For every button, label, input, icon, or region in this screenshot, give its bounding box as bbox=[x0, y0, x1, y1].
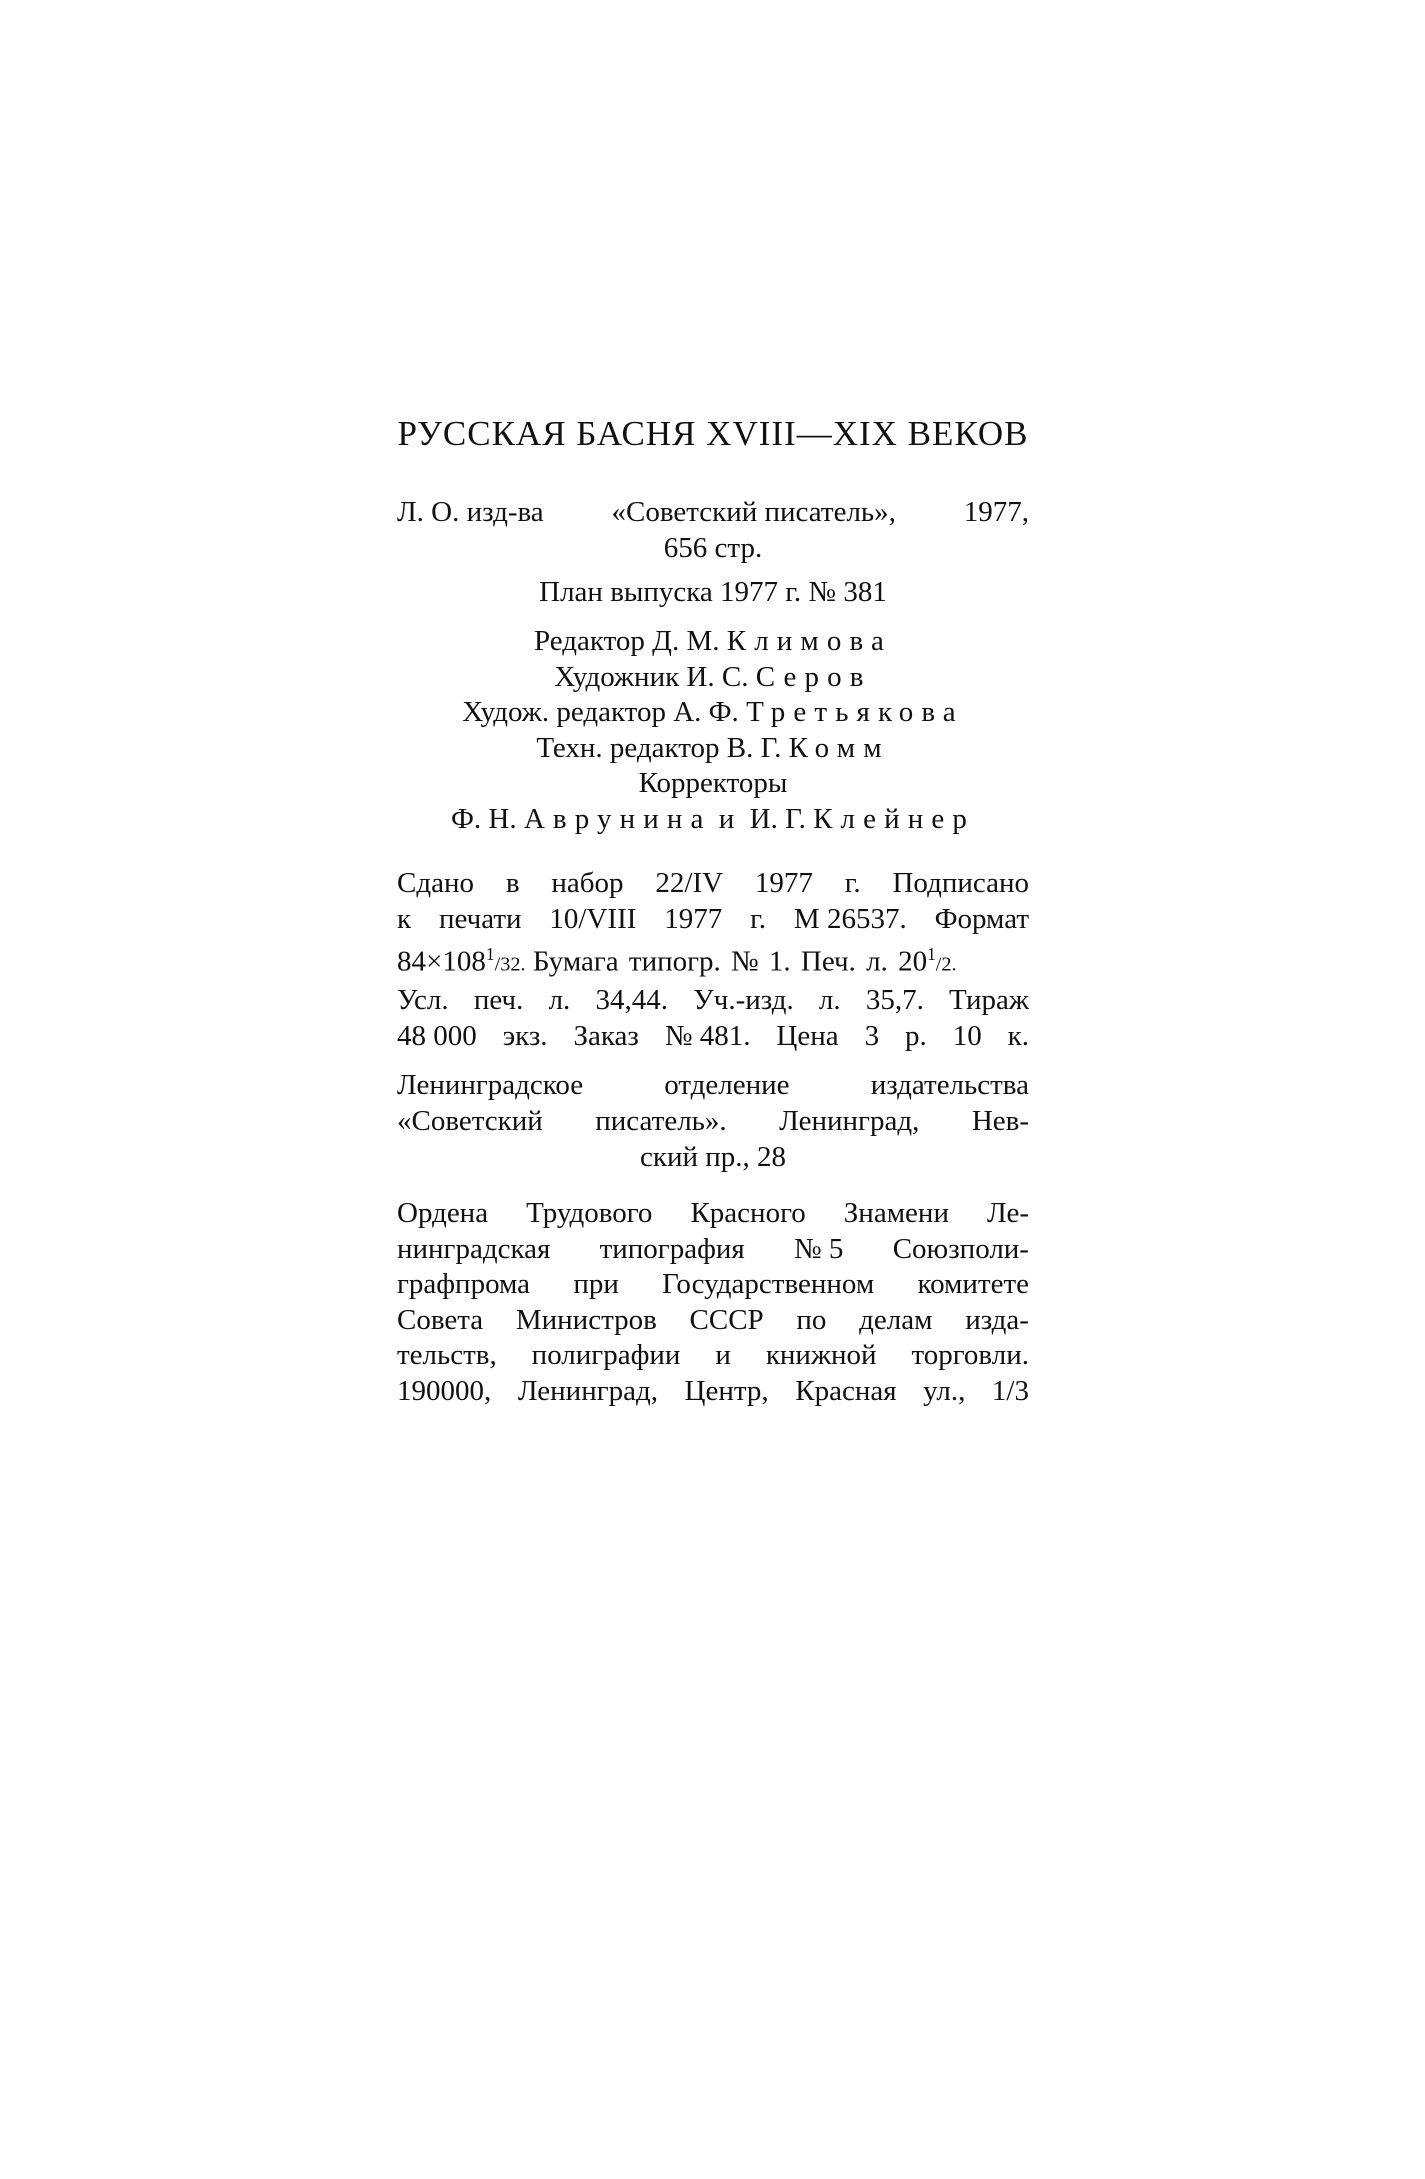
book-title: РУССКАЯ БАСНЯ XVIII—XIX ВЕКОВ bbox=[397, 414, 1029, 453]
word: комитете bbox=[917, 1268, 1029, 1300]
print-info-line bbox=[397, 866, 1029, 902]
word: Цена bbox=[776, 1019, 839, 1052]
word: Министров bbox=[515, 1303, 657, 1336]
word: М 26537. bbox=[793, 902, 907, 935]
word: Трудового bbox=[526, 1197, 653, 1229]
proofreader-initials: И. Г. bbox=[749, 802, 806, 835]
publisher-branch bbox=[397, 1067, 1029, 1175]
word: Красная bbox=[795, 1374, 897, 1407]
word: л. bbox=[548, 984, 571, 1017]
word: к. bbox=[1007, 1019, 1029, 1052]
word: Подписано bbox=[892, 867, 1029, 899]
proofreader-initials: Ф. Н. bbox=[450, 802, 517, 835]
word: Нев- bbox=[971, 1105, 1029, 1137]
word: книжной bbox=[765, 1339, 877, 1371]
proofreader-name: Аврунина bbox=[523, 802, 712, 835]
word: № 481. bbox=[664, 1019, 751, 1052]
word: л. bbox=[818, 984, 841, 1017]
conjunction: и bbox=[718, 802, 743, 835]
word: 48 000 bbox=[397, 1019, 477, 1052]
word: Формат bbox=[934, 902, 1029, 935]
publisher-house: «Советский писатель», bbox=[611, 496, 896, 528]
word: делам bbox=[859, 1303, 933, 1336]
word: р. bbox=[905, 1019, 927, 1052]
sheets-fraction-den: /2. bbox=[935, 953, 957, 976]
word: при bbox=[573, 1268, 619, 1300]
word: полиграфии bbox=[531, 1339, 681, 1371]
credit-role: Редактор Д. М. bbox=[534, 625, 720, 657]
word: печ. bbox=[473, 984, 524, 1017]
publisher-line bbox=[397, 494, 1029, 530]
word: писатель». bbox=[595, 1105, 727, 1137]
printer-line bbox=[397, 1232, 1029, 1268]
publication-year: 1977, bbox=[963, 496, 1029, 528]
word: 34,44. bbox=[595, 984, 669, 1017]
word: Совета bbox=[397, 1303, 484, 1336]
word: Ленинградское bbox=[397, 1069, 584, 1101]
word: г. bbox=[750, 902, 767, 935]
publication-info bbox=[397, 494, 1029, 566]
proofreader-name: Клейнер bbox=[813, 802, 976, 835]
word: Заказ bbox=[573, 1019, 639, 1052]
credit-artist bbox=[397, 660, 1029, 696]
format-fraction-num: 1 bbox=[485, 944, 495, 964]
word: графпрома bbox=[397, 1268, 531, 1300]
release-plan: План выпуска 1977 г. № 381 bbox=[539, 576, 887, 608]
word: экз. bbox=[502, 1019, 548, 1052]
word: типография bbox=[599, 1232, 745, 1265]
print-info bbox=[397, 866, 1029, 1054]
word: отделение bbox=[664, 1069, 790, 1101]
publisher-name: Л. О. изд-ва bbox=[397, 496, 544, 528]
printer-line bbox=[397, 1338, 1029, 1374]
word: Знамени bbox=[843, 1197, 949, 1229]
word: 3 bbox=[864, 1019, 880, 1052]
credit-name: Серов bbox=[755, 660, 872, 693]
credit-tech-editor bbox=[397, 731, 1029, 767]
word: печати bbox=[438, 902, 522, 935]
credit-editor bbox=[397, 624, 1029, 660]
word: Ленинград, bbox=[517, 1374, 658, 1407]
word: Усл. bbox=[397, 984, 449, 1017]
page-count: 656 стр. bbox=[663, 532, 763, 564]
word: Сдано bbox=[397, 867, 474, 899]
credit-name: Комм bbox=[788, 731, 890, 764]
word: Тираж bbox=[949, 984, 1029, 1017]
printer-info bbox=[397, 1196, 1029, 1409]
word: набор bbox=[551, 867, 624, 899]
word: «Советский bbox=[397, 1105, 543, 1137]
word: Ле- bbox=[987, 1197, 1029, 1229]
word: 1977 bbox=[664, 902, 723, 935]
credit-role: Худож. редактор А. Ф. bbox=[462, 696, 739, 728]
word: 190000, bbox=[397, 1374, 492, 1407]
word: 22/IV bbox=[655, 867, 724, 899]
word: торговли. bbox=[911, 1339, 1029, 1371]
word: издательства bbox=[870, 1069, 1029, 1101]
credit-name: Третьякова bbox=[746, 696, 964, 728]
branch-line bbox=[397, 1103, 1029, 1139]
word: № 5 bbox=[794, 1232, 844, 1265]
word: Ленинград, bbox=[779, 1105, 920, 1137]
word: Красного bbox=[690, 1197, 806, 1229]
word: изда- bbox=[965, 1303, 1029, 1336]
word: Центр, bbox=[684, 1374, 769, 1407]
word: по bbox=[796, 1303, 827, 1336]
word: Государственном bbox=[662, 1268, 875, 1300]
credits bbox=[397, 624, 1029, 837]
format-fraction-den: /32. bbox=[494, 953, 526, 976]
print-info-line bbox=[397, 1019, 1029, 1055]
print-info-line bbox=[397, 902, 1029, 938]
word: ул., bbox=[923, 1374, 966, 1407]
word: 1977 bbox=[754, 867, 813, 899]
credit-role: Техн. редактор В. Г. bbox=[536, 731, 782, 764]
format-value: 84×108 bbox=[397, 945, 486, 978]
sheets-fraction-num: 1 bbox=[927, 944, 936, 964]
credit-name: Климова bbox=[726, 625, 892, 657]
word: в bbox=[505, 867, 520, 899]
word: нинградская bbox=[397, 1232, 551, 1265]
credit-art-editor bbox=[397, 695, 1029, 731]
word: и bbox=[715, 1339, 731, 1371]
word: г. bbox=[844, 867, 861, 899]
word: 35,7. bbox=[865, 984, 924, 1017]
printer-line bbox=[397, 1374, 1029, 1410]
word: к bbox=[397, 902, 412, 935]
word: 1/3 bbox=[991, 1374, 1029, 1407]
word: тельств, bbox=[397, 1339, 497, 1371]
paper-info: Бумага типогр. № 1. Печ. л. 20 bbox=[532, 945, 928, 978]
print-info-line bbox=[397, 983, 1029, 1019]
printer-line bbox=[397, 1303, 1029, 1339]
word: СССР bbox=[689, 1303, 764, 1336]
printer-line bbox=[397, 1267, 1029, 1303]
proofreaders-names bbox=[397, 802, 1029, 838]
word: Ордена bbox=[397, 1197, 489, 1229]
branch-address: ский пр., 28 bbox=[639, 1141, 787, 1173]
word: Уч.-изд. bbox=[693, 984, 794, 1017]
branch-line bbox=[397, 1067, 1029, 1103]
credit-role: Художник И. С. bbox=[554, 660, 749, 693]
proofreaders-label: Корректоры bbox=[638, 767, 788, 799]
word: Союзполи- bbox=[892, 1232, 1029, 1265]
printer-line bbox=[397, 1196, 1029, 1232]
print-info-line bbox=[397, 937, 1029, 983]
word: 10 bbox=[952, 1019, 982, 1052]
word: 10/VIII bbox=[549, 902, 637, 935]
